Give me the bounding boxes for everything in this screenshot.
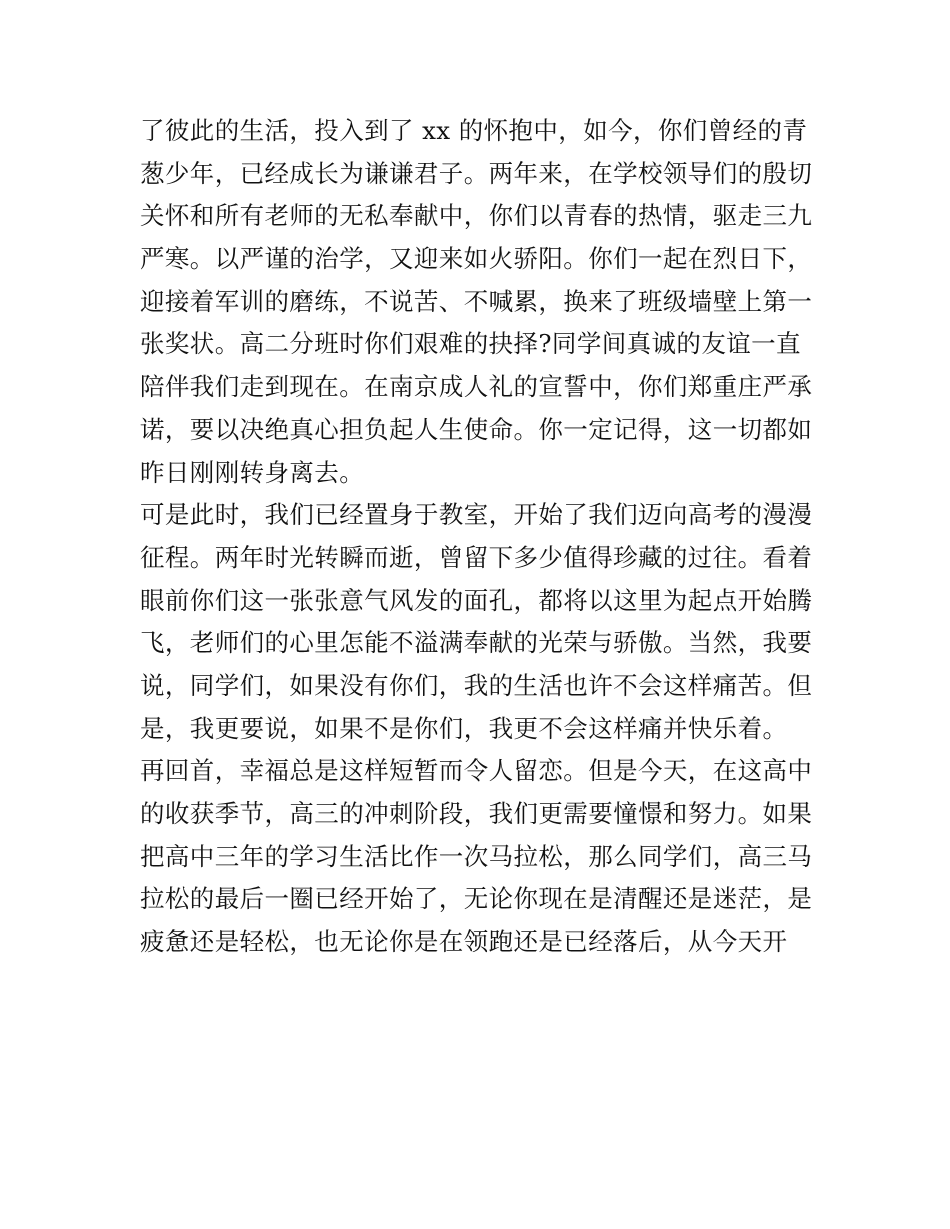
text-line: 诺，要以决绝真心担负起人生使命。你一定记得，这一切都如 [140,414,813,444]
text-line: 征程。两年时光转瞬而逝，曾留下多少值得珍藏的过往。看着 [140,542,813,572]
text-line: 陪伴我们走到现在。在南京成人礼的宣誓中，你们郑重庄严承 [140,372,813,402]
text-line: 拉松的最后一圈已经开始了，无论你现在是清醒还是迷茫，是 [140,884,813,914]
text-line: 的收获季节，高三的冲刺阶段，我们更需要憧憬和努力。如果 [140,799,813,828]
text-line: 迎接着军训的磨练，不说苦、不喊累，换来了班级墙壁上第一 [140,286,813,316]
text-line: 昨日刚刚转身离去。 [140,457,365,487]
text-line: 再回首，幸福总是这样短暂而令人留恋。但是今天，在这高中 [140,756,813,786]
text-line: 可是此时，我们已经置身于教室，开始了我们迈向高考的漫漫 [140,500,813,530]
text-line: 说，同学们，如果没有你们，我的生活也许不会这样痛苦。但 [140,670,813,700]
text-line: 飞，老师们的心里怎能不溢满奉献的光荣与骄傲。当然，我要 [140,628,813,658]
document-body-text [140,110,820,964]
text-line: 疲惫还是轻松，也无论你是在领跑还是已经落后，从今天开 [140,927,788,957]
text-line: 张奖状。高二分班时你们艰难的抉择?同学间真诚的友谊一直 [140,329,801,359]
text-line: 了彼此的生活，投入到了 xx 的怀抱中，如今，你们曾经的青 [140,116,808,145]
text-line: 严寒。以严谨的治学，又迎来如火骄阳。你们一起在烈日下， [140,244,813,274]
text-line: 把高中三年的学习生活比作一次马拉松，那么同学们，高三马 [140,841,813,871]
text-line: 是，我更要说，如果不是你们，我更不会这样痛并快乐着。 [140,713,788,743]
text-line: 葱少年，已经成长为谦谦君子。两年来，在学校领导们的殷切 [140,158,813,188]
text-line: 眼前你们这一张张意气风发的面孔，都将以这里为起点开始腾 [140,585,813,615]
text-line: 关怀和所有老师的无私奉献中，你们以青春的热情，驱走三九 [140,201,813,231]
